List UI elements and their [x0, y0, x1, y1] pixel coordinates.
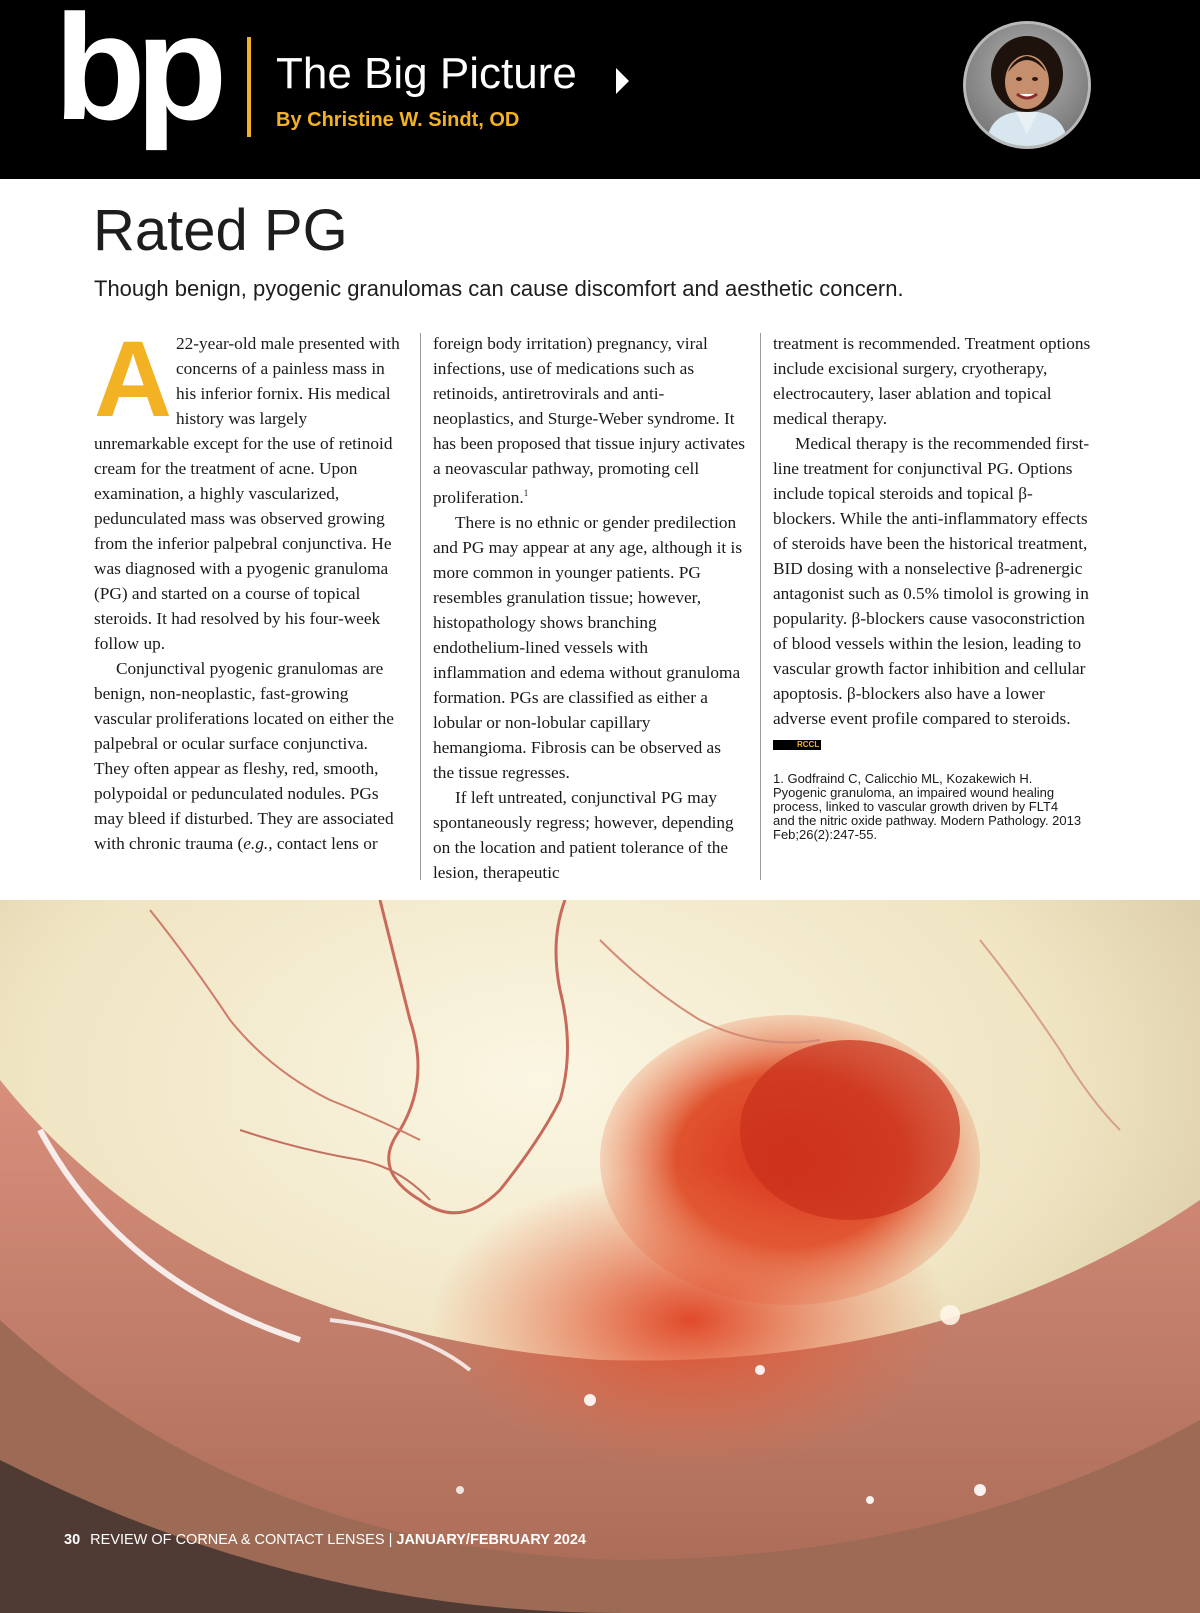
article-deck: Though benign, pyogenic granulomas can cause discomfort and aesthetic concern.: [94, 276, 904, 301]
paragraph-text: 22-year-old male presented with concerns of a painless mass in his inferior fornix. His medical history was largely unremarkable except for the use of retinoid cream for the treatment of acne. Upon examination, a highly vascularized, pedunculated mass was observed growing from the inferior palpebral conjunctiva. He was diagnosed with a pyogenic granuloma (PG) and started on a course of topical steroids. It had resolved by his four-week follow up.: [94, 334, 400, 653]
italic-text: e.g.,: [243, 834, 273, 853]
text-column-3: [773, 331, 1093, 842]
end-mark-logo: RCCL: [773, 740, 821, 750]
paragraph: [94, 318, 406, 656]
play-arrow-icon: [616, 68, 629, 94]
paragraph-text: Medical therapy is the recommended first-line treatment for conjunctival PG. Options include topical steroids and topical β-blockers. While the anti-inflammatory effects of steroids have been the historical treatment, BID dosing with a nonselective β-adrenergic antagonist such as 0.5% timolol is growing in popularity. β-blockers cause vasoconstriction of blood vessels within the lesion, leading to vascular growth factor inhibition and cellular apoptosis. β-blockers also have a lower adverse event profile compared to steroids.: [773, 434, 1090, 728]
column-rule: [420, 333, 421, 880]
text-column-1: [94, 318, 406, 856]
bp-logo: bp: [54, 0, 218, 151]
page-number: 30: [64, 1532, 81, 1548]
folio-separator: |: [388, 1532, 393, 1548]
paragraph: If left untreated, conjunctival PG may spontaneously regress; however, depending on the location and patient tolerance of the lesion, therapeutic: [433, 787, 734, 882]
header-divider: [247, 37, 251, 137]
paragraph-text: contact lens or: [272, 834, 378, 853]
publication-name: REVIEW OF CORNEA & CONTACT LENSES: [90, 1532, 385, 1548]
clinical-photo: [0, 900, 1200, 1613]
paragraph-text: foreign body irritation) pregnancy, viral infections, use of medications such as retinoids, antiretrovirals and anti-neoplastics, and Sturge-Weber syndrome. It has been proposed that tissue injury activates a neovascular pathway, promoting cell proliferation.: [433, 334, 745, 507]
paragraph: [773, 431, 1093, 756]
paragraph: [433, 331, 745, 510]
series-title: The Big Picture: [276, 49, 577, 98]
byline: By Christine W. Sindt, OD: [276, 109, 520, 131]
article-headline: Rated PG: [93, 198, 348, 263]
paragraph: There is no ethnic or gender predilection and PG may appear at any age, although it is more common in younger patients. PG resembles granulation tissue; however, histopathology shows branching endothelium-lined vessels with inflammation and edema without granuloma formation. PGs are classified as either a lobular or non-lobular capillary hemangioma. Fibrosis can be observed as the tissue regresses.: [433, 512, 743, 782]
footnote: 1. Godfraind C, Calicchio ML, Kozakewich H. Pyogenic granuloma, an impaired wound healing process, linked to vascular growth driven by FLT4 and the nitric oxide pathway. Modern Pathology. 2013 Feb;26(2):247-55.: [773, 771, 1082, 842]
author-photo: [963, 21, 1091, 149]
paragraph-text: Conjunctival pyogenic granulomas are benign, non-neoplastic, fast-growing vascular proliferations located on either the palpebral or ocular surface conjunctiva. They often appear as fleshy, red, smooth, polypoidal or pedunculated nodules. PGs may bleed if disturbed. They are associated with chronic trauma (: [94, 659, 394, 853]
reference-marker: 1: [523, 488, 529, 498]
paragraph: treatment is recommended. Treatment options include excisional surgery, cryotherapy, electrocautery, laser ablation and topical medical therapy.: [773, 334, 1091, 428]
issue-date: JANUARY/FEBRUARY 2024: [396, 1532, 587, 1548]
column-rule: [760, 333, 761, 880]
text-column-2: [433, 331, 745, 885]
page-folio: [64, 1533, 586, 1548]
drop-cap: A: [94, 318, 172, 439]
header-banner: [0, 0, 1200, 179]
paragraph: [94, 656, 406, 856]
